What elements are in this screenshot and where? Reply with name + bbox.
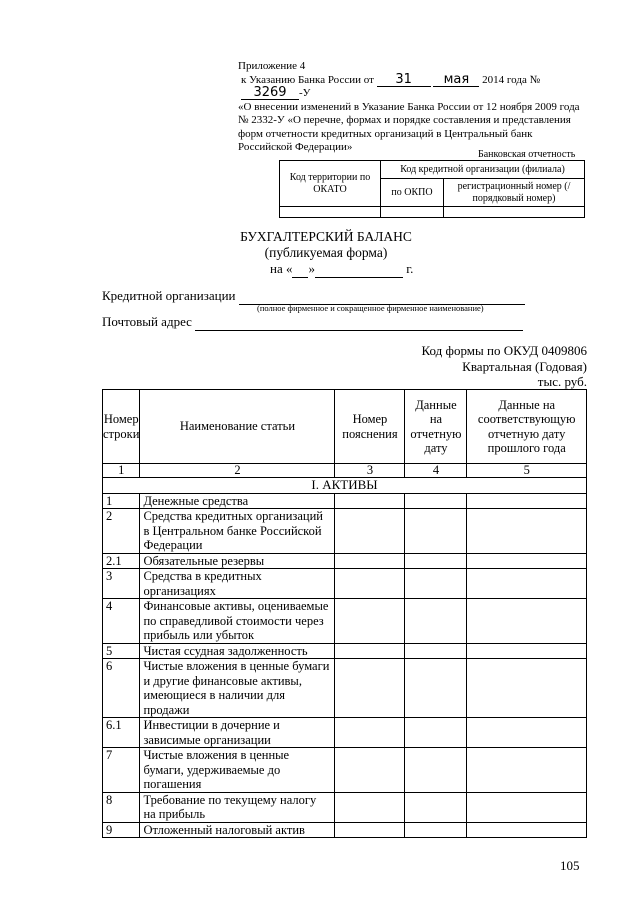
form-title: БУХГАЛТЕРСКИЙ БАЛАНС [240, 229, 412, 244]
row-current-cell[interactable] [405, 493, 467, 509]
row-number: 6.1 [103, 718, 140, 748]
row-number: 5 [103, 643, 140, 659]
credit-org-label: Кредитной организации [102, 288, 236, 303]
row-prev-cell[interactable] [467, 509, 587, 554]
row-prev-cell[interactable] [467, 718, 587, 748]
table-row [103, 748, 587, 793]
form-subtitle: (публикуемая форма) [264, 245, 388, 260]
row-current-cell[interactable] [405, 599, 467, 644]
header-current-data: Данные на отчетную дату [405, 390, 467, 464]
credit-org-hint: (полное фирменное и сокращенное фирменное наименование) [257, 303, 484, 313]
okato-header: Код территории по ОКАТО [280, 161, 381, 207]
appendix-line4: № 2332-У «О перечне, формах и порядке составления и представления [238, 114, 571, 126]
header-note-number: Номер пояснения [335, 390, 405, 464]
row-current-cell[interactable] [405, 659, 467, 718]
row-current-cell[interactable] [405, 553, 467, 569]
row-item-name: Средства кредитных организаций в Центральном банке Российской Федерации [140, 509, 335, 554]
row-number: 1 [103, 493, 140, 509]
table-row [103, 569, 587, 599]
row-current-cell[interactable] [405, 569, 467, 599]
row-prev-cell[interactable] [467, 659, 587, 718]
header-row-number: Номер строки [103, 390, 140, 464]
appendix-block [238, 60, 588, 155]
table-row [103, 718, 587, 748]
appendix-month: мая [443, 71, 470, 87]
date-day-field[interactable] [292, 261, 308, 278]
table-rows [103, 493, 587, 838]
reg-number-value[interactable] [444, 207, 585, 218]
page-number: 105 [560, 858, 580, 873]
row-number: 2.1 [103, 553, 140, 569]
okpo-value[interactable] [381, 207, 444, 218]
row-current-cell[interactable] [405, 822, 467, 838]
form-code: Код формы по ОКУД 0409806 [421, 343, 587, 358]
table-row [103, 599, 587, 644]
row-note-cell[interactable] [335, 569, 405, 599]
appendix-line3: «О внесении изменений в Указание Банка России от 12 ноября 2009 года [238, 100, 580, 113]
row-note-cell[interactable] [335, 643, 405, 659]
row-note-cell[interactable] [335, 718, 405, 748]
row-current-cell[interactable] [405, 643, 467, 659]
col-number: 3 [335, 464, 405, 478]
col-number: 5 [467, 464, 587, 478]
appendix-day: 31 [395, 71, 412, 87]
table-row [103, 792, 587, 822]
header-prev-year-data: Данные на соответствующую отчетную дату прошлого года [467, 390, 587, 464]
row-prev-cell[interactable] [467, 643, 587, 659]
table-row [103, 493, 587, 509]
row-prev-cell[interactable] [467, 569, 587, 599]
okato-value[interactable] [280, 207, 381, 218]
row-current-cell[interactable] [405, 792, 467, 822]
row-item-name: Отложенный налоговый актив [140, 822, 335, 838]
table-row [103, 659, 587, 718]
row-prev-cell[interactable] [467, 822, 587, 838]
row-number: 6 [103, 659, 140, 718]
row-number: 2 [103, 509, 140, 554]
postal-field[interactable] [195, 314, 523, 331]
date-month-field[interactable] [315, 261, 403, 278]
reg-number-header: регистрационный номер (/порядковый номер) [444, 179, 585, 207]
appendix-line5: форм отчетности кредитных организаций в Центральный банк [238, 127, 533, 140]
balance-table [102, 389, 587, 838]
row-item-name: Чистые вложения в ценные бумаги и другие финансовые активы, имеющиеся в наличии для продажи [140, 659, 335, 718]
row-note-cell[interactable] [335, 493, 405, 509]
row-current-cell[interactable] [405, 509, 467, 554]
postal-line [102, 314, 523, 331]
row-item-name: Требование по текущему налогу на прибыль [140, 792, 335, 822]
col-number: 2 [140, 464, 335, 478]
table-row [103, 509, 587, 554]
row-item-name: Чистая ссудная задолженность [140, 643, 335, 659]
row-note-cell[interactable] [335, 792, 405, 822]
period: Квартальная (Годовая) [462, 359, 587, 374]
row-item-name: Обязательные резервы [140, 553, 335, 569]
codes-table [279, 160, 585, 218]
row-item-name: Финансовые активы, оцениваемые по справедливой стоимости через прибыль или убыток [140, 599, 335, 644]
row-note-cell[interactable] [335, 748, 405, 793]
appendix-line6: Российской Федерации» [238, 141, 353, 153]
row-note-cell[interactable] [335, 822, 405, 838]
row-number: 7 [103, 748, 140, 793]
row-current-cell[interactable] [405, 718, 467, 748]
row-number: 9 [103, 822, 140, 838]
table-row [103, 822, 587, 838]
appendix-number: 3269 [253, 85, 287, 100]
row-prev-cell[interactable] [467, 748, 587, 793]
header-item-name: Наименование статьи [140, 390, 335, 464]
col-number: 4 [405, 464, 467, 478]
okpo-header: по ОКПО [381, 179, 444, 207]
row-number: 3 [103, 569, 140, 599]
appendix-ref: к Указанию Банка России от 31 мая 2014 года № 3269 -У [241, 71, 541, 100]
row-number: 8 [103, 792, 140, 822]
table-row [103, 553, 587, 569]
row-prev-cell[interactable] [467, 493, 587, 509]
row-note-cell[interactable] [335, 509, 405, 554]
section-title: I. АКТИВЫ [103, 478, 587, 494]
table-row [103, 643, 587, 659]
report-type: Банковская отчетность [478, 149, 576, 160]
credit-org-code-header: Код кредитной организации (филиала) [381, 161, 585, 179]
row-item-name: Средства в кредитных организациях [140, 569, 335, 599]
col-number: 1 [103, 464, 140, 478]
row-prev-cell[interactable] [467, 553, 587, 569]
row-item-name: Денежные средства [140, 493, 335, 509]
row-note-cell[interactable] [335, 659, 405, 718]
row-prev-cell[interactable] [467, 599, 587, 644]
postal-label: Почтовый адрес [102, 314, 192, 329]
form-date: на « » г. [270, 261, 414, 276]
row-item-name: Инвестиции в дочерние и зависимые организации [140, 718, 335, 748]
row-number: 4 [103, 599, 140, 644]
row-item-name: Чистые вложения в ценные бумаги, удерживаемые до погашения [140, 748, 335, 793]
row-current-cell[interactable] [405, 748, 467, 793]
row-note-cell[interactable] [335, 599, 405, 644]
units: тыс. руб. [537, 374, 587, 389]
appendix-title: Приложение 4 [238, 60, 306, 72]
row-note-cell[interactable] [335, 553, 405, 569]
row-prev-cell[interactable] [467, 792, 587, 822]
